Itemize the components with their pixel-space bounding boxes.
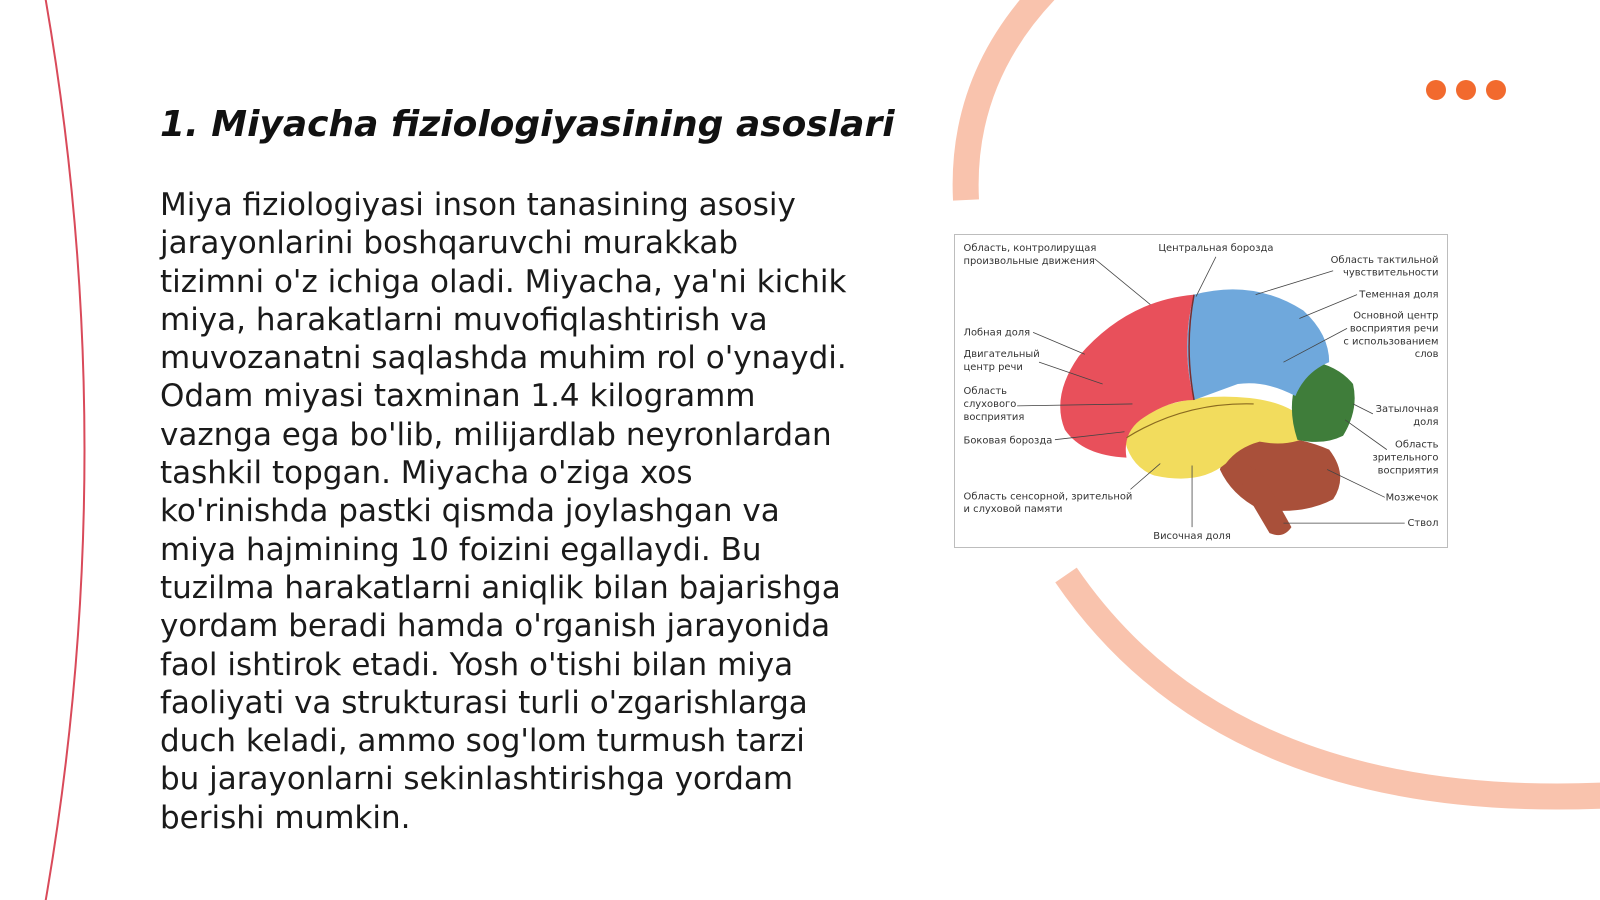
- decorative-dots: [1426, 80, 1506, 100]
- label-cerebellum: Мозжечок: [1385, 492, 1439, 504]
- label-frontal-lobe: Лобная доля: [963, 327, 1031, 339]
- left-red-curve: [44, 0, 85, 900]
- label-speech-center: Основной центр восприятия речи с использованием слов: [1343, 310, 1439, 361]
- label-visual-area: Область зрительного восприятия: [1372, 439, 1439, 477]
- dot-icon: [1426, 80, 1446, 100]
- brain-diagram: [954, 234, 1448, 548]
- dot-icon: [1486, 80, 1506, 100]
- label-motor-area: Область, контролирущая произвольные движения: [963, 242, 1097, 267]
- label-auditory-area: Область слухового восприятия: [963, 385, 1025, 423]
- label-central-sulcus: Центральная борозда: [1158, 242, 1274, 254]
- dot-icon: [1456, 80, 1476, 100]
- label-memory-area: Область сенсорной, зрительной и слуховой памяти: [963, 491, 1133, 516]
- label-occipital-lobe: Затылочная доля: [1375, 403, 1439, 428]
- slide-body-text: Miya fiziologiyasi inson tanasining asosiy jarayonlarini boshqaruvchi murakkab tizimni o'z ichiga oladi. Miyacha, ya'ni kichik miya, harakatlarni muvofiqlashtirish va muvozanatni saqlashda muhim rol o'ynaydi. Odam miyasi taxminan 1.4 kilogramm vaznga ega bo'lib, milijardlab neyronlardan tashkil topgan. Miyacha o'ziga xos ko'rinishda pastki qismda joylashgan va miya hajmining 10 foizini egallaydi. Bu tuzilma harakatlarni aniqlik bilan bajarishga yordam beradi hamda o'rganish jarayonida faol ishtirok etadi. Yosh o'tishi bilan miya faoliyati va strukturasi turli o'zgarishlarga duch keladi, ammo sog'lom turmush tarzi bu jarayonlarni sekinlashtirishga yordam berishi mumkin.: [160, 187, 847, 836]
- label-tactile-area: Область тактильной чувствительности: [1330, 254, 1439, 279]
- label-brainstem: Ствол: [1407, 518, 1439, 530]
- label-motor-speech: Двигательный центр речи: [963, 349, 1040, 374]
- top-orange-arc: [966, 0, 1046, 200]
- brain-diagram-svg: [955, 235, 1447, 547]
- label-parietal-lobe: Теменная доля: [1359, 289, 1439, 301]
- label-lateral-sulcus: Боковая борозда: [963, 435, 1053, 447]
- bottom-orange-arc: [1066, 575, 1600, 797]
- slide-title: 1. Miyacha fiziologiyasining asoslari: [160, 104, 895, 145]
- label-temporal-lobe: Височная доля: [1153, 531, 1231, 543]
